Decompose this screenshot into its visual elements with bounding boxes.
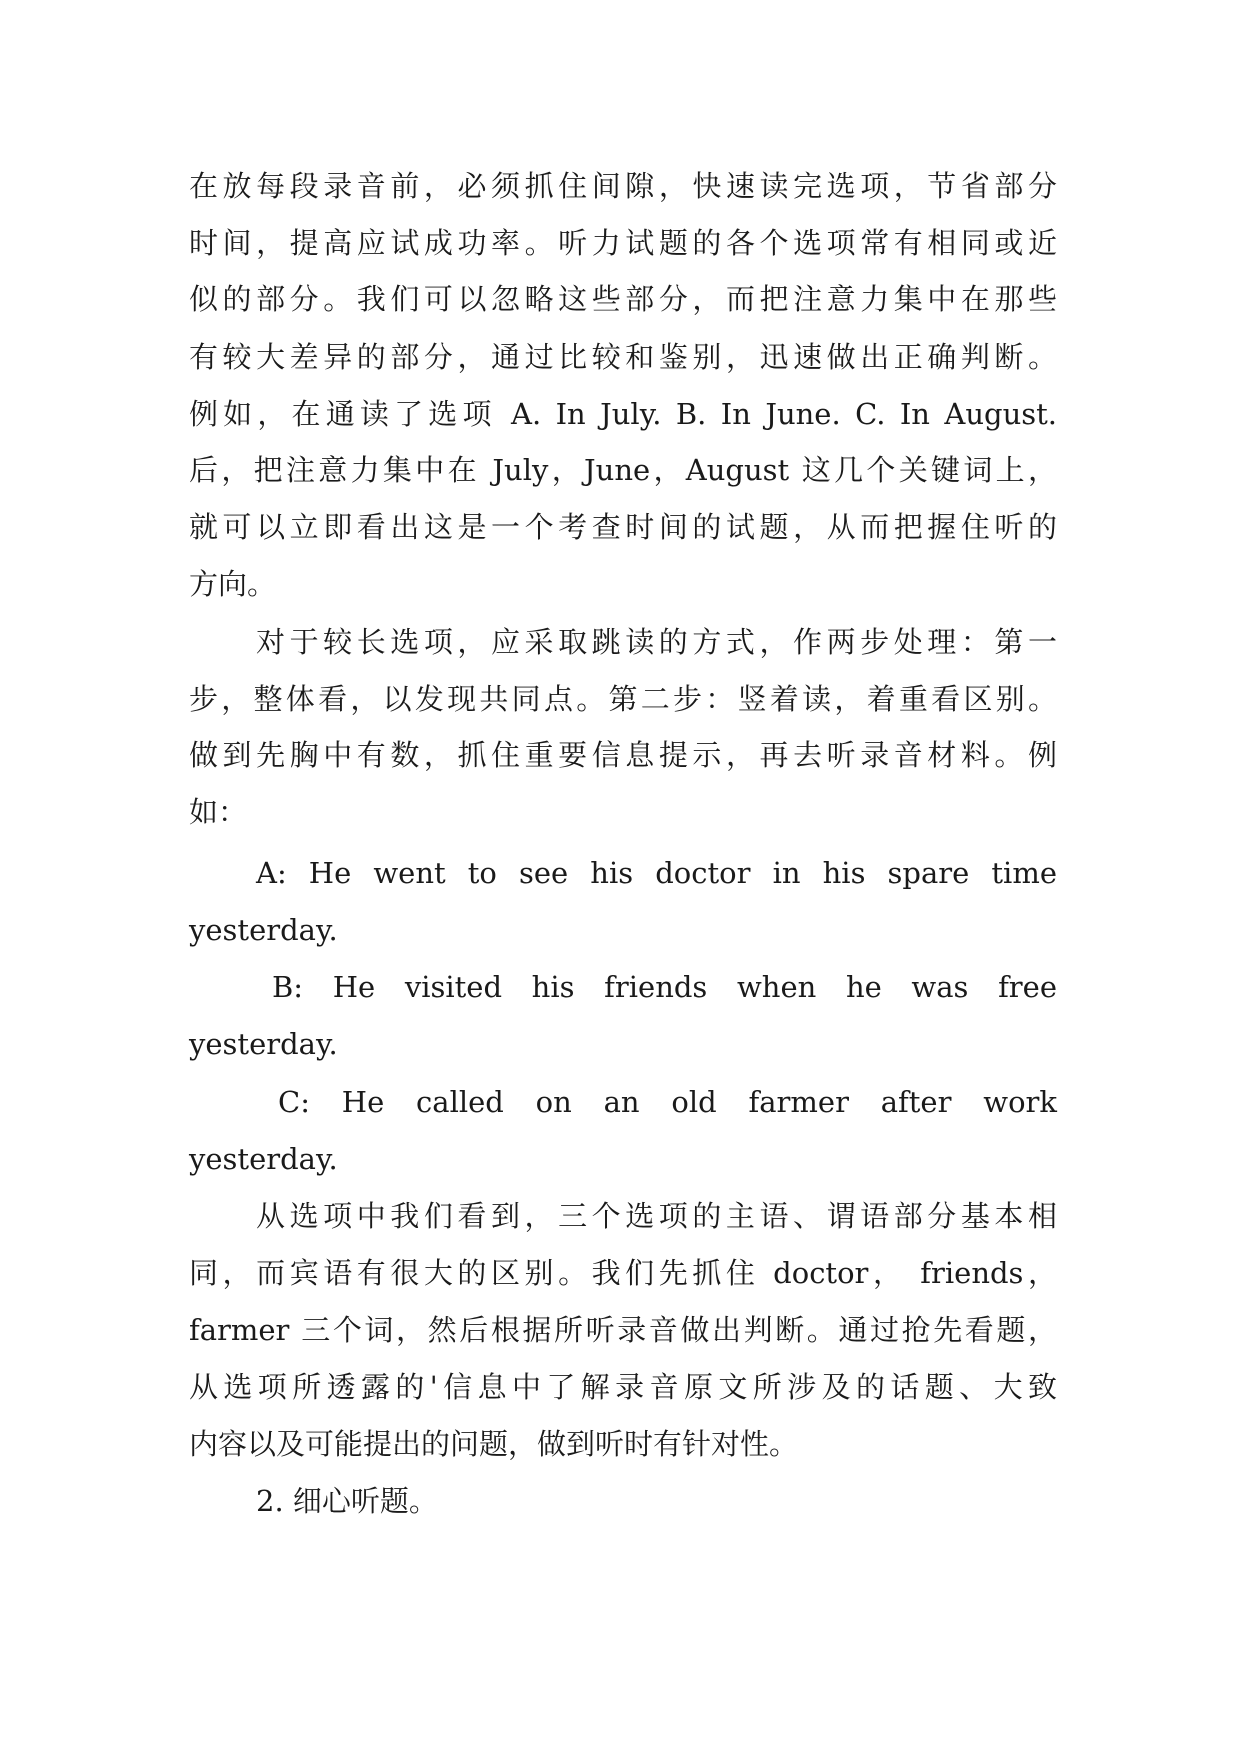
text-line: 后，把注意力集中在 July，June，August 这几个关键词上， — [189, 453, 1057, 487]
paragraph-first-line: 从选项中我们看到，三个选项的主语、谓语部分基本相 — [256, 1199, 1057, 1233]
option-b-line: B: He visited his friends when he was free — [272, 970, 1057, 1004]
text-line: 同，而宾语有很大的区别。我们先抓住 doctor， friends， — [189, 1256, 1057, 1290]
text-line: 做到先胸中有数，抓住重要信息提示，再去听录音材料。例 — [189, 738, 1057, 772]
text-line: 例如，在通读了选项 A. In July. B. In June. C. In August. — [189, 397, 1057, 431]
text-line: 如： — [189, 795, 248, 829]
text-line: 在放每段录音前，必须抓住间隙，快速读完选项，节省部分 — [189, 169, 1057, 203]
text-line: 从选项所透露的'信息中了解录音原文所涉及的话题、大致 — [189, 1370, 1057, 1404]
option-a-line: A: He went to see his doctor in his spare time — [256, 856, 1057, 890]
option-c-continuation: yesterday. — [189, 1142, 338, 1176]
option-c-line: C: He called on an old farmer after work — [278, 1085, 1057, 1119]
text-line: 步，整体看，以发现共同点。第二步：竖着读，着重看区别。 — [189, 682, 1057, 716]
text-line: 有较大差异的部分，通过比较和鉴别，迅速做出正确判断。 — [189, 340, 1057, 374]
text-line: 似的部分。我们可以忽略这些部分，而把注意力集中在那些 — [189, 282, 1057, 316]
text-line: 时间，提高应试成功率。听力试题的各个选项常有相同或近 — [189, 226, 1057, 260]
text-line: 就可以立即看出这是一个考查时间的试题，从而把握住听的 — [189, 510, 1057, 544]
paragraph-first-line: 对于较长选项，应采取跳读的方式，作两步处理：第一 — [256, 625, 1057, 659]
text-line: 方向。 — [189, 567, 277, 601]
section-heading: 2. 细心听题。 — [256, 1484, 438, 1518]
option-b-continuation: yesterday. — [189, 1027, 338, 1061]
option-a-continuation: yesterday. — [189, 913, 338, 947]
text-line: farmer 三个词，然后根据所听录音做出判断。通过抢先看题， — [189, 1313, 1057, 1347]
text-line: 内容以及可能提出的问题，做到听时有针对性。 — [189, 1427, 799, 1461]
